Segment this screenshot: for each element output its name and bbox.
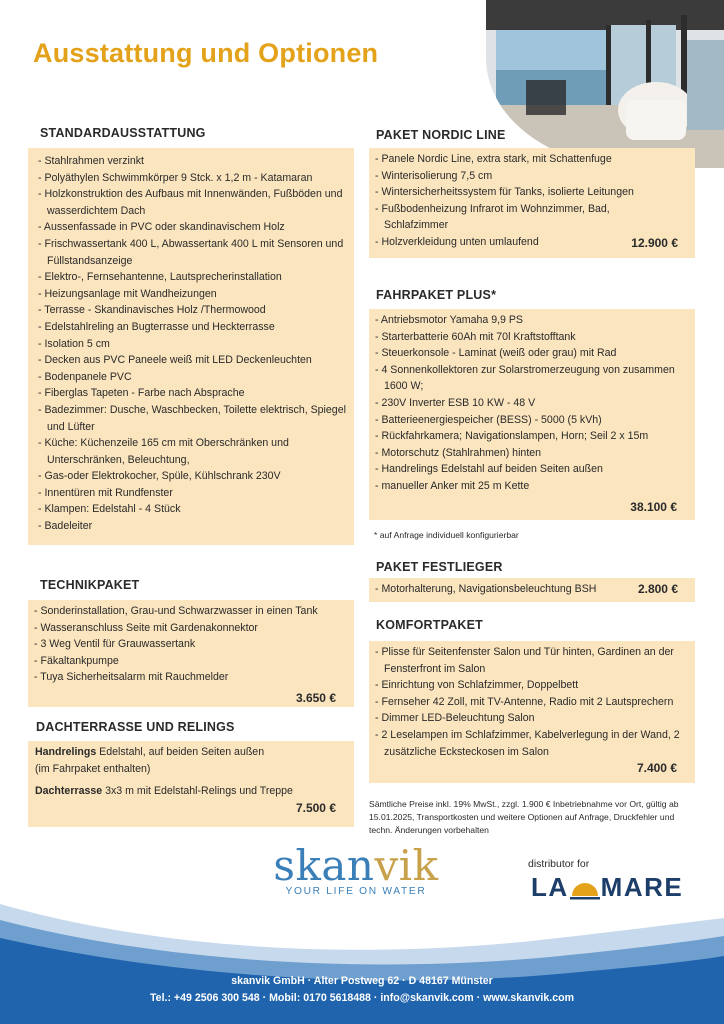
- list-item: - Fiberglas Tapeten - Farbe nach Absprache: [38, 387, 245, 400]
- logo-word-a: skan: [273, 841, 375, 890]
- fahrpaket-box: [369, 309, 695, 520]
- technik-box: [28, 600, 354, 707]
- list-item: - Batterieenergiespeicher (BESS) - 5000 (5 kVh): [375, 413, 602, 426]
- festlieger-box: [369, 578, 695, 602]
- houseboat-interior-photo: [486, 0, 724, 168]
- price-note: Sämtliche Preise inkl. 19% MwSt., zzgl. 1.900 € Inbetriebnahme vor Ort, gültig ab 15.01.2025, Transportkosten und weitere Optionen auf Anfrage, Druckfehler und techn. Änderungen vorbehalten: [369, 799, 679, 836]
- komfort-price: 7.400 €: [636, 761, 677, 776]
- list-item: - 3 Weg Ventil für Grauwassertank: [34, 638, 196, 651]
- fahrpaket-price: 38.100 €: [630, 499, 677, 514]
- list-item: - Dimmer LED-Beleuchtung Salon: [375, 712, 535, 725]
- list-item: - Küche: Küchenzeile 165 cm mit Oberschränken und Unterschränken, Beleuchtung,: [38, 437, 289, 466]
- list-item: - Decken aus PVC Paneele weiß mit LED Deckenleuchten: [38, 354, 312, 367]
- list-item: - Badezimmer: Dusche, Waschbecken, Toilette elektrisch, Spiegel und Lüfter: [38, 403, 346, 433]
- list-item: - Plisse für Seitenfenster Salon und Tür hinten, Gardinen an der Fensterfront im Salon: [375, 646, 674, 675]
- list-item: - Motorschutz (Stahlrahmen) hinten: [375, 446, 542, 459]
- lamare-text-a: LA: [531, 872, 569, 902]
- list-item: - 4 Sonnenkollektoren zur Solarstromerzeugung von zusammen 1600 W;: [375, 363, 675, 393]
- festlieger-heading: PAKET FESTLIEGER: [376, 560, 503, 574]
- list-item: - Polyäthylen Schwimmkörper 9 Stck. x 1,2 m - Katamaran: [38, 171, 313, 184]
- list-item: - Aussenfassade in PVC oder skandinavischem Holz: [38, 221, 285, 234]
- list-item: - Badeleiter: [38, 520, 93, 533]
- nordic-box: [369, 148, 695, 258]
- fahrpaket-heading: FAHRPAKET PLUS*: [376, 288, 497, 302]
- list-item: - Winterisolierung 7,5 cm: [375, 169, 493, 182]
- festlieger-price: 2.800 €: [637, 582, 678, 596]
- list-item: - Holzverkleidung unten umlaufend: [375, 235, 539, 248]
- list-item: - Elektro-, Fernsehantenne, Lautsprecherinstallation: [38, 271, 282, 284]
- list-item: - Motorhalterung, Navigationsbeleuchtung BSH: [375, 583, 597, 595]
- fahrpaket-note: (im Fahrpaket enthalten): [35, 762, 151, 775]
- list-item: - Edelstahlreling an Bugterrasse und Heckterrasse: [38, 320, 275, 333]
- list-item: - Tuya Sicherheitsalarm mit Rauchmelder: [34, 671, 229, 684]
- dachterrasse-text: 3x3 m mit Edelstahl-Relings und Treppe: [102, 785, 293, 798]
- handrelings-text: Edelstahl, auf beiden Seiten außen: [96, 746, 265, 758]
- list-item: - Wintersicherheitssystem für Tanks, isolierte Leitungen: [375, 186, 634, 199]
- logo-word-b: vik: [374, 841, 439, 890]
- list-item: - Frischwassertank 400 L, Abwassertank 400 L mit Sensoren und Füllstandsanzeige: [38, 237, 344, 267]
- nordic-price: 12.900 €: [631, 236, 678, 250]
- list-item: - Starterbatterie 60Ah mit 70l Kraftstofftank: [375, 330, 576, 343]
- lamare-text-b: MARE: [600, 872, 684, 902]
- lamare-logo: [531, 872, 683, 903]
- technik-heading: TECHNIKPAKET: [40, 578, 140, 592]
- list-item: - Klampen: Edelstahl - 4 Stück: [38, 503, 181, 516]
- handrelings-label: Handrelings: [35, 746, 97, 758]
- list-item: - Innentüren mit Rundfenster: [38, 486, 173, 499]
- list-item: - Isolation 5 cm: [38, 337, 110, 350]
- logo-tagline: YOUR LIFE ON WATER: [285, 886, 427, 897]
- technik-price: 3.650 €: [295, 690, 336, 705]
- page-title: Ausstattung und Optionen: [33, 38, 379, 68]
- list-item: - Antriebsmotor Yamaha 9,9 PS: [375, 314, 523, 326]
- dachterrasse-label: Dachterrasse: [35, 785, 103, 798]
- list-item: - Steuerkonsole - Laminat (weiß oder grau) mit Rad: [375, 347, 617, 360]
- list-item: - Panele Nordic Line, extra stark, mit Schattenfuge: [375, 153, 612, 165]
- skanvik-logo: [271, 843, 441, 897]
- sun-icon: [570, 877, 600, 899]
- komfort-heading: KOMFORTPAKET: [376, 618, 484, 632]
- standard-heading: STANDARDAUSSTATTUNG: [40, 126, 206, 140]
- dachterrasse-price: 7.500 €: [295, 800, 336, 815]
- list-item: - Heizungsanlage mit Wandheizungen: [38, 287, 217, 300]
- list-item: - Fernseher 42 Zoll, mit TV-Antenne, Radio mit 2 Lautsprechern: [375, 695, 674, 708]
- list-item: - manueller Anker mit 25 m Kette: [375, 479, 530, 492]
- list-item: - Stahlrahmen verzinkt: [38, 155, 144, 167]
- footer-address: skanvik GmbH · Alter Postweg 62 · D 48167 Münster: [231, 975, 493, 987]
- fahrpaket-footnote: * auf Anfrage individuell konfigurierbar: [374, 530, 519, 540]
- list-item: - Holzkonstruktion des Aufbaus mit Innenwänden, Fußböden und wasserdichtem Dach: [38, 188, 343, 217]
- list-item: - Rückfahrkamera; Navigationslampen, Horn; Seil 2 x 15m: [375, 430, 649, 443]
- list-item: - Gas-oder Elektrokocher, Spüle, Kühlschrank 230V: [38, 470, 281, 483]
- list-item: - Terrasse - Skandinavisches Holz /Thermowood: [38, 304, 266, 317]
- standard-box: [28, 148, 354, 545]
- komfort-box: [369, 641, 695, 783]
- list-item: - Bodenpanele PVC: [38, 370, 132, 383]
- list-item: - Sonderinstallation, Grau-und Schwarzwasser in einen Tank: [34, 605, 318, 617]
- list-item: - 2 Leselampen im Schlafzimmer, Kabelverlegung in der Wand, 2 zusätzliche Ecksteckosen im Salon: [375, 728, 680, 758]
- list-item: - Handrelings Edelstahl auf beiden Seiten außen: [375, 463, 603, 476]
- nordic-heading: PAKET NORDIC LINE: [376, 128, 506, 142]
- list-item: - Wasseranschluss Seite mit Gardenakonnektor: [34, 621, 258, 634]
- dachterrasse-box: [28, 741, 354, 827]
- list-item: - Fußbodenheizung Infrarot im Wohnzimmer, Bad, Schlafzimmer: [375, 202, 610, 232]
- list-item: - 230V Inverter ESB 10 KW - 48 V: [375, 396, 536, 409]
- distributor-label: distributor for: [528, 858, 590, 870]
- dachterrasse-heading: DACHTERRASSE UND RELINGS: [36, 720, 235, 734]
- footer-contact: Tel.: +49 2506 300 548 · Mobil: 0170 5618488 · info@skanvik.com · www.skanvik.com: [150, 992, 574, 1004]
- list-item: - Einrichtung von Schlafzimmer, Doppelbett: [375, 679, 579, 692]
- list-item: - Fäkaltankpumpe: [34, 654, 119, 667]
